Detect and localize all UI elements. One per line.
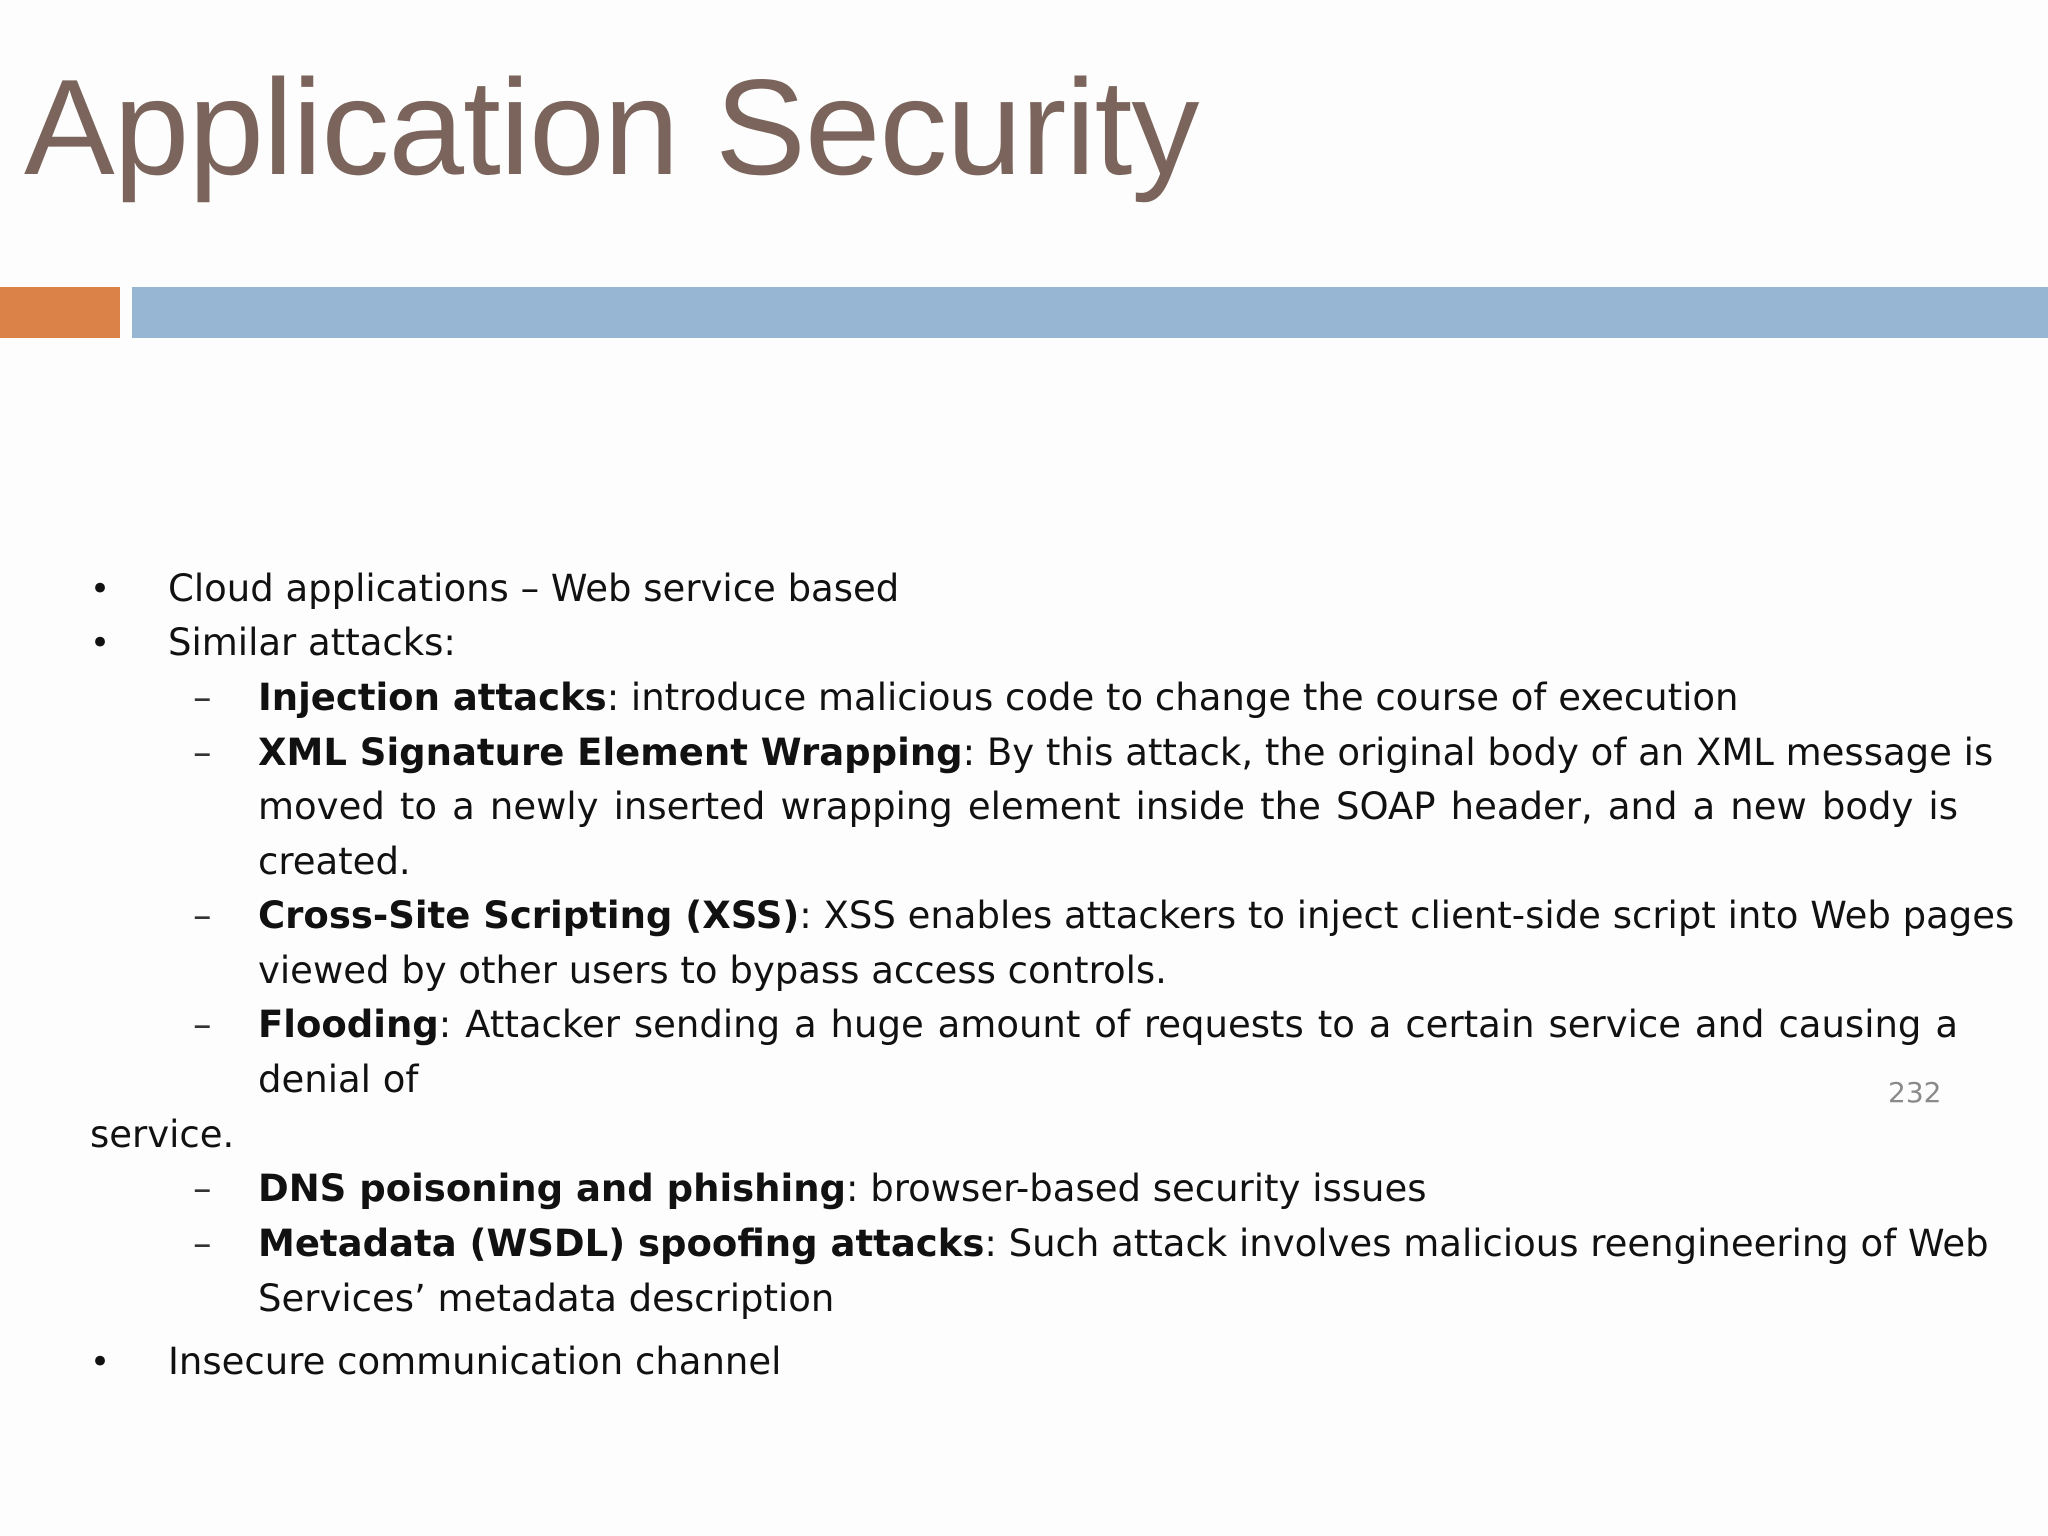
attack-injection: [258, 676, 1739, 720]
attack-xml-wrapping-line-1: [258, 731, 1994, 775]
attack-flooding-line-3: service.: [90, 1113, 235, 1156]
title-accent-blue-bar: [132, 287, 2048, 338]
attack-description: : By this attack, the original body of an XML message is: [962, 731, 1994, 774]
bullet-icon: •: [90, 1342, 111, 1382]
dash-icon: –: [193, 894, 212, 937]
bullet-icon: •: [90, 569, 111, 609]
dash-icon: –: [193, 1003, 212, 1046]
attack-flooding-line-2: denial of: [258, 1058, 419, 1101]
attack-term: Cross-Site Scripting (XSS): [258, 894, 800, 937]
title-accent-orange-bar: [0, 287, 120, 338]
bullet-icon: •: [90, 623, 111, 663]
attack-xss-line-1: [258, 894, 2015, 938]
attack-flooding-line-1: [258, 1003, 1958, 1047]
attack-description: : introduce malicious code to change the course of execution: [606, 676, 1739, 719]
attack-description: : browser-based security issues: [846, 1167, 1427, 1210]
bullet-insecure-channel: Insecure communication channel: [168, 1340, 782, 1383]
slide-title: Application Security: [24, 51, 1199, 203]
bullet-similar-attacks: Similar attacks:: [168, 621, 456, 664]
attack-metadata-spoofing-line-2: Services’ metadata description: [258, 1277, 835, 1320]
attack-xml-wrapping-line-3: created.: [258, 840, 411, 883]
attack-dns-poisoning: [258, 1167, 1427, 1211]
attack-description: : XSS enables attackers to inject client-side script into Web pages: [799, 894, 2015, 937]
attack-description: : Such attack involves malicious reengineering of Web: [984, 1222, 1989, 1265]
attack-term: XML Signature Element Wrapping: [258, 731, 963, 774]
dash-icon: –: [193, 731, 212, 774]
attack-metadata-spoofing-line-1: [258, 1222, 1989, 1266]
page-number: 232: [1888, 1076, 1942, 1109]
attack-description: : Attacker sending a huge amount of requests to a certain service and causing a: [438, 1003, 1958, 1046]
attack-xml-wrapping-line-2: moved to a newly inserted wrapping element inside the SOAP header, and a new body is: [258, 785, 1958, 828]
dash-icon: –: [193, 1222, 212, 1265]
attack-term: Flooding: [258, 1003, 439, 1046]
bullet-cloud-applications: Cloud applications – Web service based: [168, 567, 900, 610]
dash-icon: –: [193, 676, 212, 719]
attack-term: Metadata (WSDL) spoofing attacks: [258, 1222, 985, 1265]
attack-term: Injection attacks: [258, 676, 607, 719]
attack-term: DNS poisoning and phishing: [258, 1167, 847, 1210]
attack-xss-line-2: viewed by other users to bypass access controls.: [258, 949, 1167, 992]
dash-icon: –: [193, 1167, 212, 1210]
